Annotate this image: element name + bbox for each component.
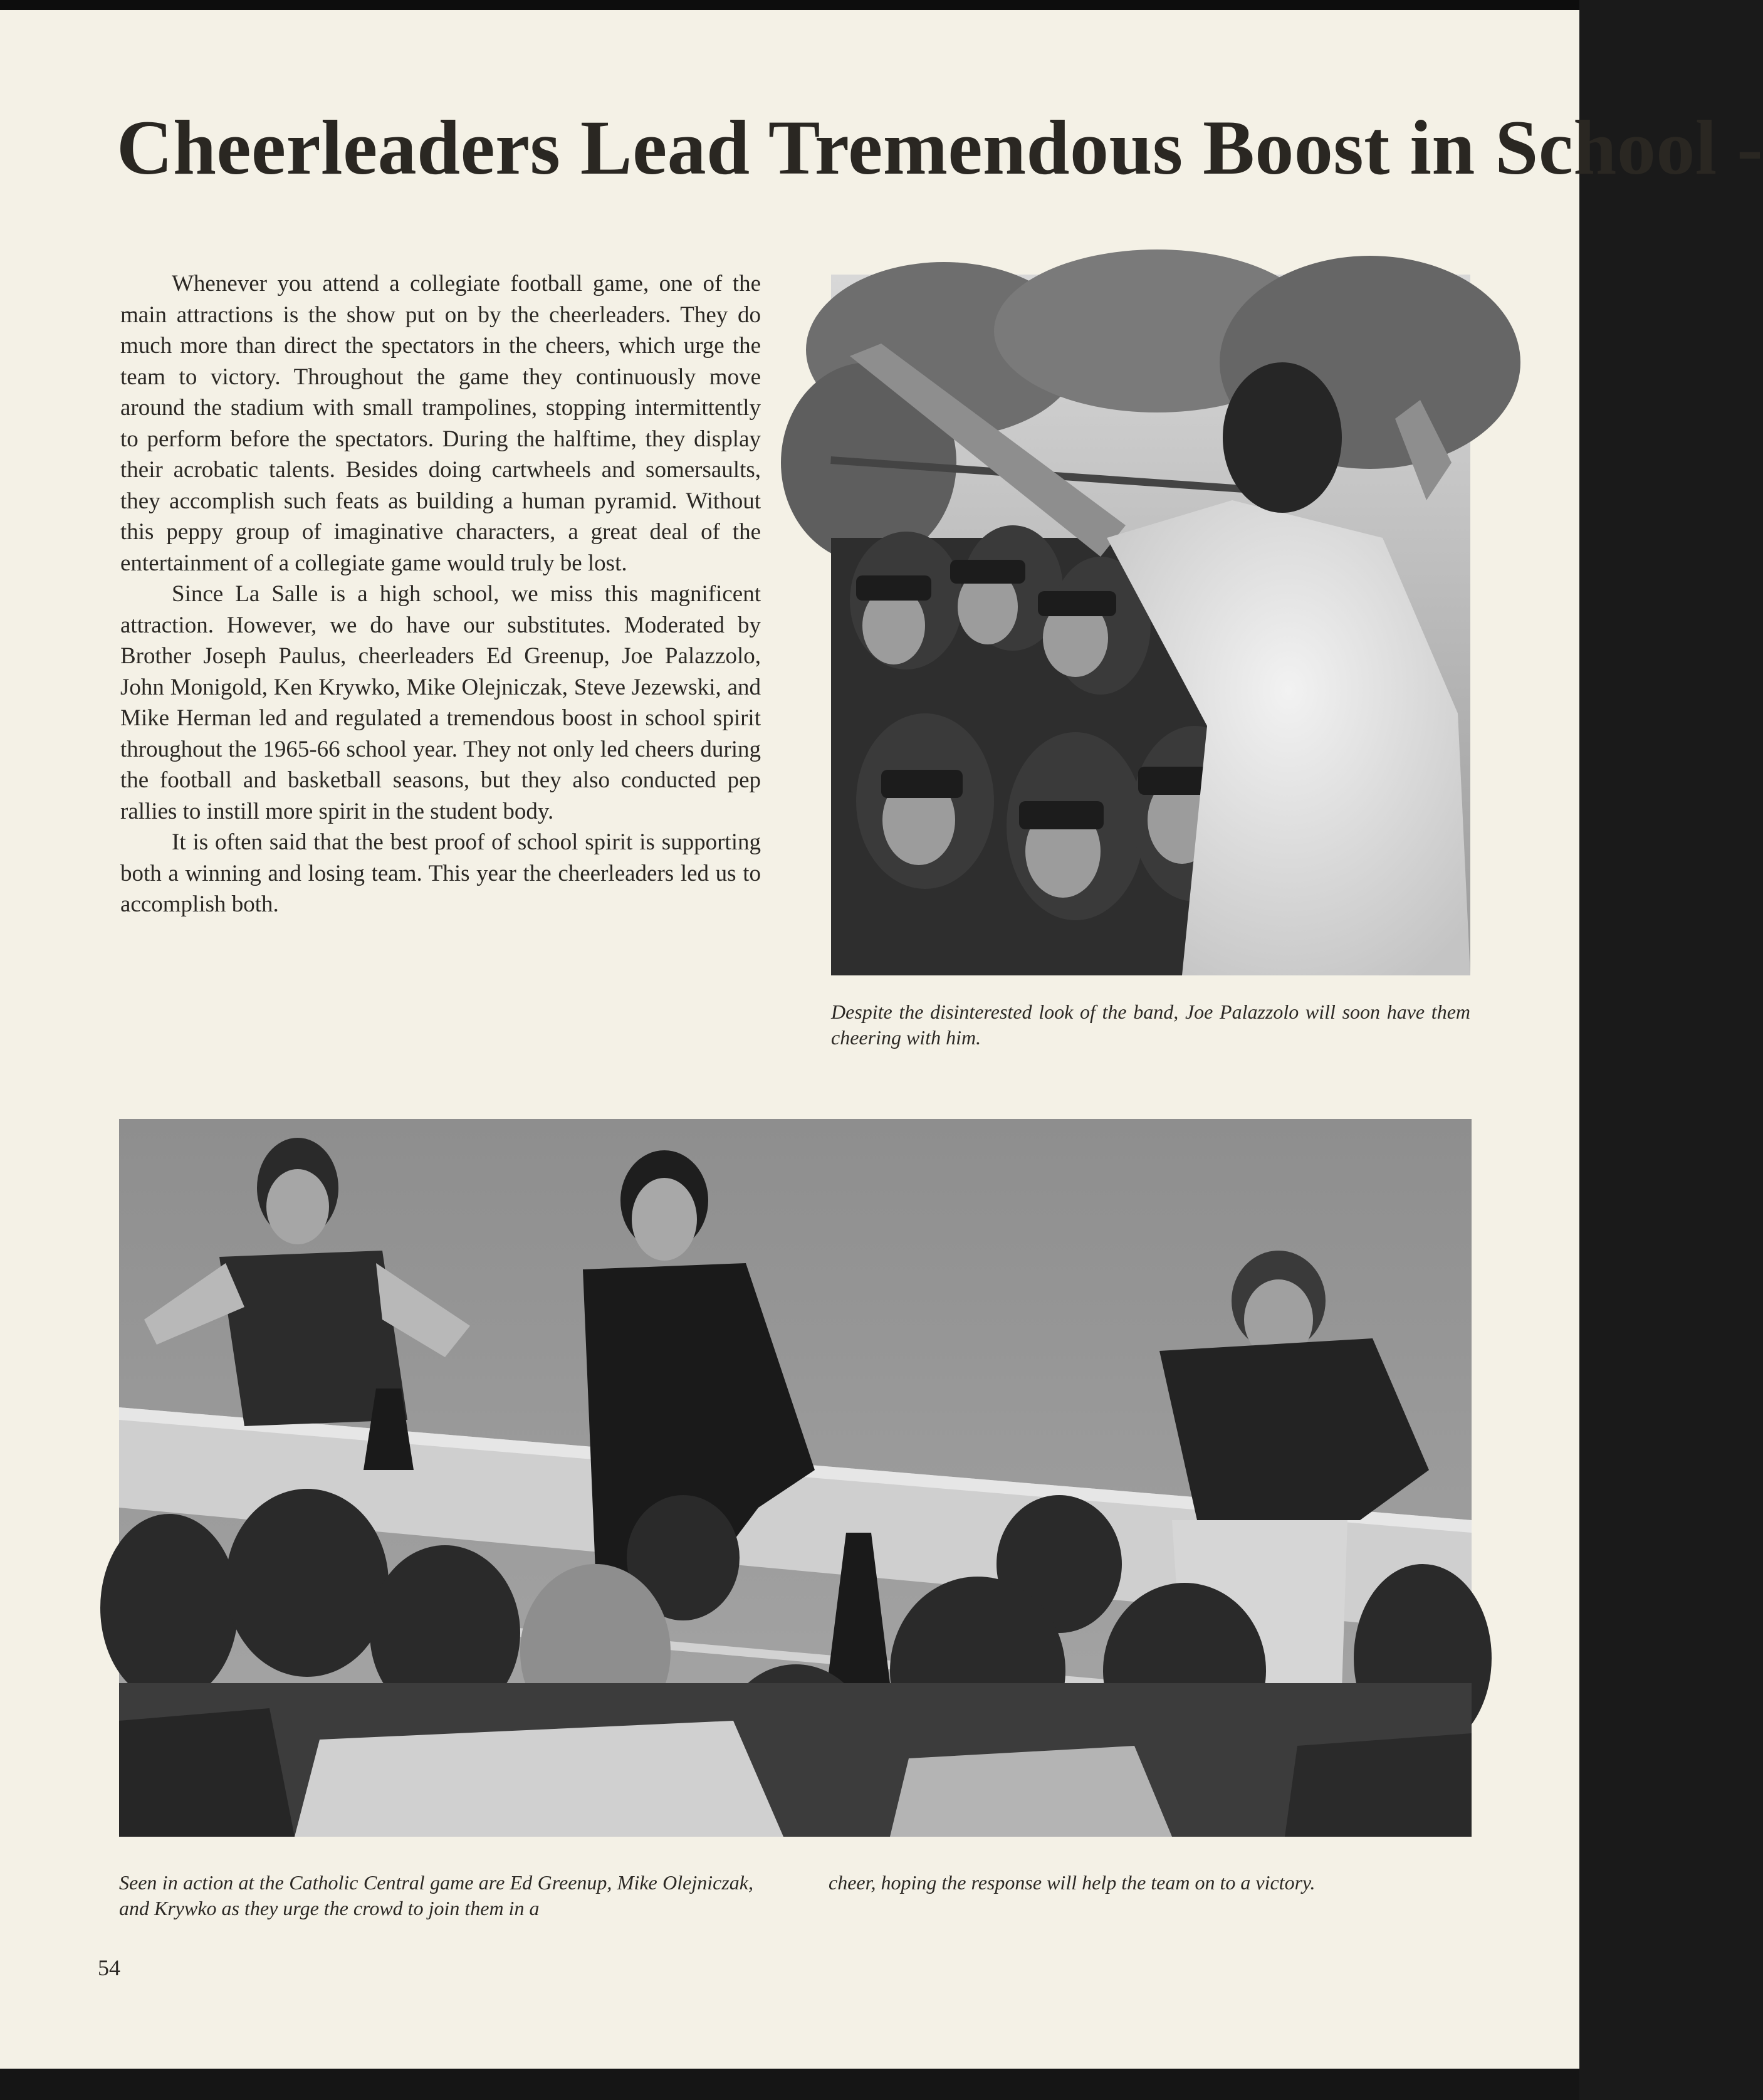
band-photo-caption: Despite the disinterested look of the band, Joe Palazzolo will soon have them cheering with him. bbox=[831, 1000, 1470, 1049]
cheer-photo-caption-part-2: cheer, hoping the response will help the team on to a victory. bbox=[829, 1871, 1316, 1894]
page-number: 54 bbox=[98, 1955, 120, 1980]
article-paragraph-3: It is often said that the best proof of school spirit is supporting both a winning and losing team. This year the cheerleaders led us to accomplish both. bbox=[120, 829, 761, 917]
band-photo bbox=[831, 275, 1470, 975]
article-paragraph-2: Since La Salle is a high school, we miss this magnificent attraction. However, we do have our substitutes. Moderated by Brother Joseph Paulus, cheerleaders Ed Greenup, Joe Palazzolo, John Monigold, Ken Krywko, Mike Olejniczak, Steve Jezewski, and Mike Herman led and regulated a tremendous boost in school spirit throughout the 1965-66 school year. They not only led cheers during the football and basketball seasons, but they also conducted pep rallies to instill more spirit in the student body. bbox=[120, 581, 761, 824]
article-paragraph-1: Whenever you attend a collegiate football game, one of the main attractions is the show put on by the cheerleaders. They do much more than direct the spectators in the cheers, which urge the team to victory. Throughout the game they continuously move around the stadium with small trampolines, stopping intermittently to perform before the spectators. During the halftime, they display their acrobatic talents. Besides doing cartwheels and somersaults, they accomplish such feats as building a human pyramid. Without this peppy group of imaginative characters, a great deal of the entertainment of a collegiate game would truly be lost. bbox=[120, 271, 761, 576]
article-body bbox=[120, 268, 761, 920]
cheer-photo-caption-part-1: Seen in action at the Catholic Central game are Ed Greenup, Mike Olejniczak, and Krywko as they urge the crowd to join them in a bbox=[119, 1871, 753, 1919]
scan-bottom-edge bbox=[0, 2069, 1579, 2100]
scan-top-edge bbox=[0, 0, 1579, 10]
cheerleaders-photo bbox=[119, 1119, 1472, 1837]
headline: Cheerleaders Lead Tremendous Boost in School - bbox=[117, 105, 1763, 191]
